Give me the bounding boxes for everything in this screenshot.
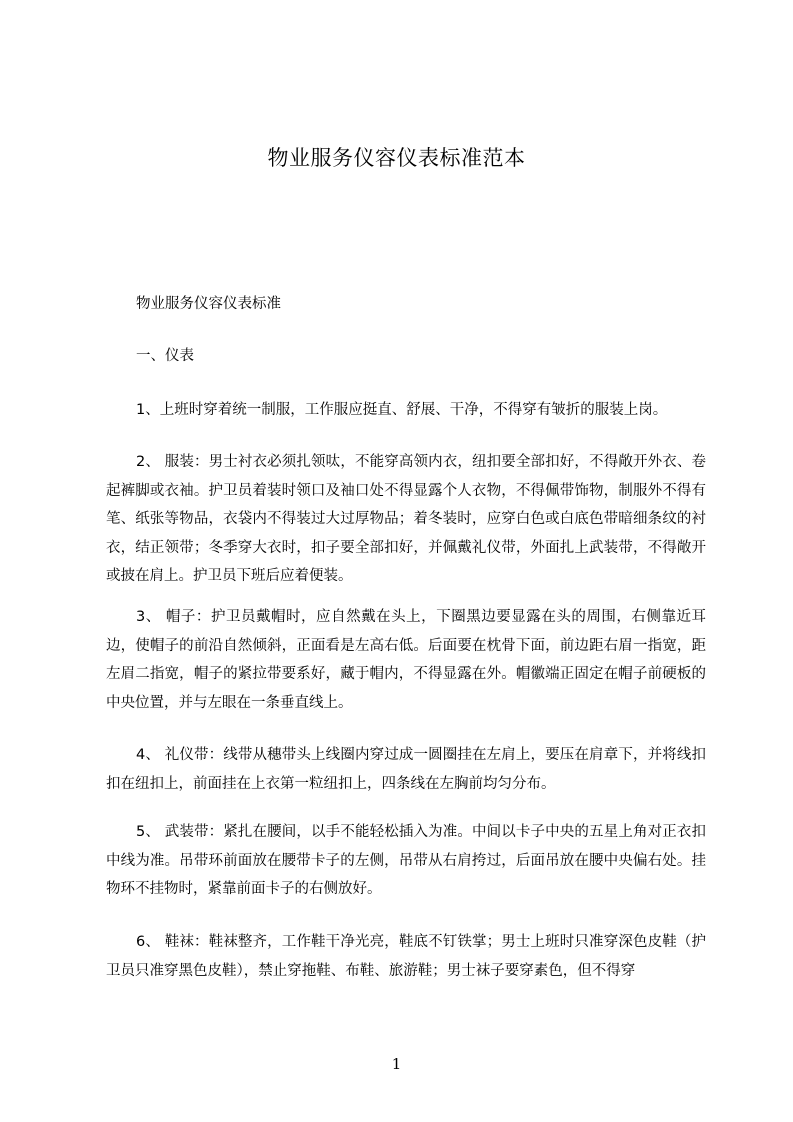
paragraph-item-5: 5、 武装带：紧扎在腰间，以手不能轻松插入为准。中间以卡子中央的五星上角对正衣扣中线为准。吊带环前面放在腰带卡子的左侧，吊带从右肩挎过，后面吊放在腰中央偏右处。挂物环不挂物时，紧靠前面卡子的右侧放好。 bbox=[106, 824, 706, 897]
document-title: 物业服务仪容仪表标准范本 bbox=[267, 146, 526, 170]
page-number: 1 bbox=[391, 1055, 402, 1073]
paragraph-item-3: 3、 帽子：护卫员戴帽时，应自然戴在头上，下圈黑边要显露在头的周围，右侧靠近耳边，使帽子的前沿自然倾斜，正面看是左高右低。后面要在枕骨下面，前边距右眉一指宽，距左眉二指宽，帽子的紧拉带要系好，藏于帽内，不得显露在外。帽徽端正固定在帽子前硬板的中央位置，并与左眼在一条垂直线上。 bbox=[106, 609, 706, 711]
subtitle: 物业服务仪容仪表标准 bbox=[136, 296, 281, 312]
paragraph-item-2: 2、 服装：男士衬衣必须扎领呔，不能穿高领内衣，纽扣要全部扣好，不得敞开外衣、卷起裤脚或衣袖。护卫员着装时领口及袖口处不得显露个人衣物，不得佩带饰物，制服外不得有笔、纸张等物品，衣袋内不得装过大过厚物品；着冬装时，应穿白色或白底色带暗细条纹的衬衣，结正领带；冬季穿大衣时，扣子要全部扣好，并佩戴礼仪带，外面扎上武装带，不得敞开或披在肩上。护卫员下班后应着便装。 bbox=[106, 454, 706, 584]
paragraph-item-1: 1、上班时穿着统一制服，工作服应挺直、舒展、干净，不得穿有皱折的服装上岗。 bbox=[136, 402, 668, 418]
paragraph-item-4: 4、 礼仪带：线带从穗带头上线圈内穿过成一圆圈挂在左肩上，要压在肩章下，并将线扣扣在纽扣上，前面挂在上衣第一粒纽扣上，四条线在左胸前均匀分布。 bbox=[106, 747, 706, 792]
paragraph-item-6: 6、 鞋袜：鞋袜整齐，工作鞋干净光亮，鞋底不钉铁掌；男士上班时只准穿深色皮鞋（护卫员只准穿黑色皮鞋），禁止穿拖鞋、布鞋、旅游鞋；男士袜子要穿素色，但不得穿 bbox=[106, 934, 706, 979]
section-heading-1: 一、仪表 bbox=[136, 348, 194, 364]
